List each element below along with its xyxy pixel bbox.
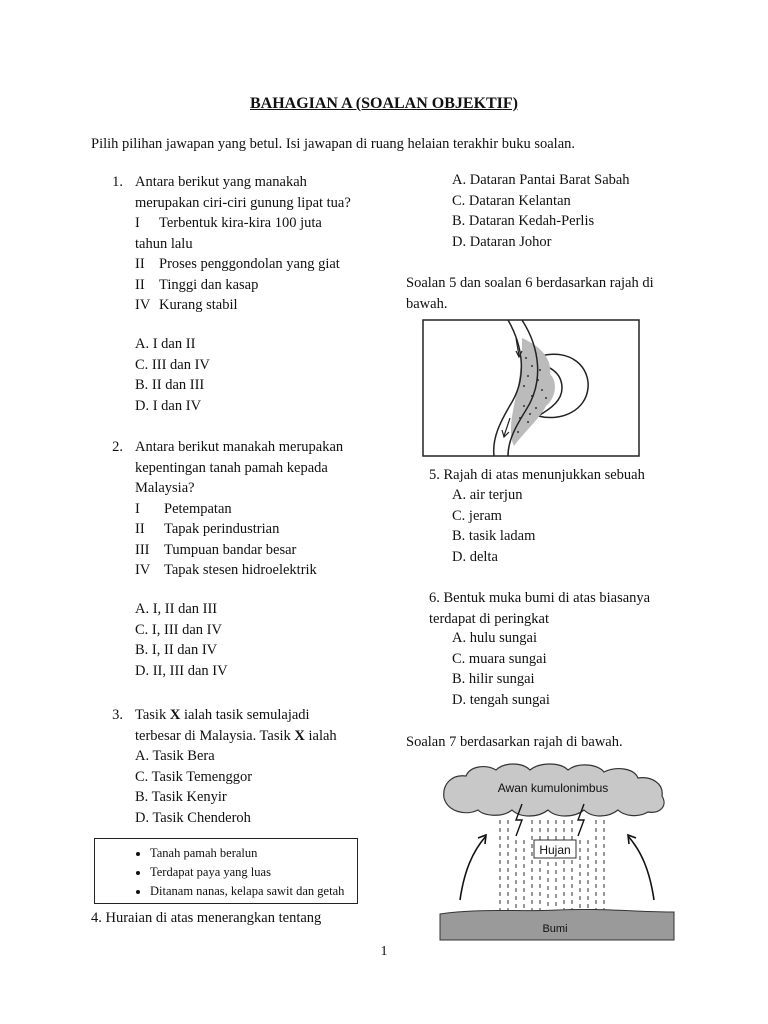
option[interactable]: D. Dataran Johor [452, 233, 552, 250]
instruction: Pilih pilihan jawapan yang betul. Isi jawapan di ruang helaian terakhir buku soalan. [91, 136, 576, 152]
option[interactable]: C. Dataran Kelantan [452, 192, 571, 209]
question-number: 3. [112, 707, 123, 723]
option[interactable]: D. II, III dan IV [135, 662, 228, 679]
statement-1: I Terbentuk kira-kira 100 juta [135, 215, 322, 231]
statement-1-cont: tahun lalu [135, 235, 193, 252]
description-box [94, 838, 358, 904]
intro-q7: Soalan 7 berdasarkan rajah di bawah. [406, 734, 623, 750]
question-4-stem: 4. Huraian di atas menerangkan tentang [91, 910, 322, 926]
option[interactable]: B. Tasik Kenyir [135, 789, 227, 805]
box-item: • Terdapat paya yang luas [150, 863, 357, 882]
question-4-options [452, 170, 630, 252]
option[interactable]: C. muara sungai [452, 650, 547, 667]
answer-options [135, 334, 210, 416]
statement-2: II Tapak perindustrian [135, 521, 280, 537]
rain-lines [500, 820, 604, 910]
cloud-label: Awan kumulonimbus [497, 781, 609, 795]
page-title: BAHAGIAN A (SOALAN OBJEKTIF) [249, 95, 519, 112]
statement-3: III Tumpuan bandar besar [135, 541, 297, 558]
option[interactable]: C. Tasik Temenggor [135, 768, 253, 785]
option[interactable]: A. Tasik Bera [135, 748, 215, 764]
option[interactable]: A. hulu sungai [452, 630, 537, 646]
option[interactable]: A. I, II dan III [135, 601, 218, 617]
answer-options [452, 485, 535, 567]
option[interactable]: B. Dataran Kedah-Perlis [452, 213, 595, 229]
statement-1: I Petempatan [135, 500, 232, 517]
question-stem: Tasik X ialah tasik semulajadi terbesar di Malaysia. Tasik X ialah A. Tasik Bera C. Tasik Temenggor B. Tasik Kenyir D. Tasik Chenderoh [135, 705, 337, 828]
option[interactable]: C. jeram [452, 507, 502, 524]
convection-rain-diagram [438, 762, 676, 942]
question-stem: Antara berikut manakah merupakan kepentingan tanah pamah kepada Malaysia? I Petempatan II Tapak perindustrian III Tumpuan bandar besar IV Tapak stesen hidroelektrik [135, 437, 343, 581]
box-item: • Ditanam nanas, kelapa sawit dan getah [150, 882, 357, 901]
question-number: 1. [112, 174, 123, 190]
question-stem: 6. Bentuk muka bumi di atas biasanya terdapat di peringkat [429, 590, 651, 627]
option[interactable]: D. delta [452, 548, 498, 565]
statement-2: II Proses penggondolan yang giat [135, 256, 340, 272]
option[interactable]: A. Dataran Pantai Barat Sabah [452, 172, 630, 188]
box-item: • Tanah pamah beralun [150, 844, 357, 863]
intro-q5-q6: Soalan 5 dan soalan 6 berdasarkan rajah di bawah. [406, 275, 654, 312]
answer-options [452, 628, 550, 710]
question-stem: Antara berikut yang manakah merupakan ciri-ciri gunung lipat tua? I Terbentuk kira-kira 100 juta tahun lalu II Proses penggondolan yang giat II Tinggi dan kasap IV Kurang stabil [135, 172, 351, 316]
oxbow-lake-diagram [422, 318, 640, 458]
answer-options [135, 599, 228, 681]
statement-3: II Tinggi dan kasap [135, 276, 259, 293]
option[interactable]: B. I, II dan IV [135, 642, 218, 658]
statement-4: IV Kurang stabil [135, 297, 238, 313]
option[interactable]: B. tasik ladam [452, 528, 536, 544]
ground-label: Bumi [542, 923, 568, 935]
question-stem: 5. Rajah di atas menunjukkan sebuah [429, 467, 645, 483]
option[interactable]: D. tengah sungai [452, 691, 550, 708]
question-number: 2. [112, 439, 123, 455]
option[interactable]: B. hilir sungai [452, 671, 535, 687]
rain-label: Hujan [539, 843, 571, 857]
option[interactable]: D. Tasik Chenderoh [135, 809, 251, 826]
option[interactable]: A. air terjun [452, 487, 523, 503]
option[interactable]: C. III dan IV [135, 356, 210, 373]
statement-4: IV Tapak stesen hidroelektrik [135, 562, 317, 578]
option[interactable]: A. I dan II [135, 336, 196, 352]
option[interactable]: C. I, III dan IV [135, 621, 222, 638]
option[interactable]: D. I dan IV [135, 397, 202, 414]
page-number: 1 [380, 944, 388, 959]
option[interactable]: B. II dan III [135, 377, 205, 393]
